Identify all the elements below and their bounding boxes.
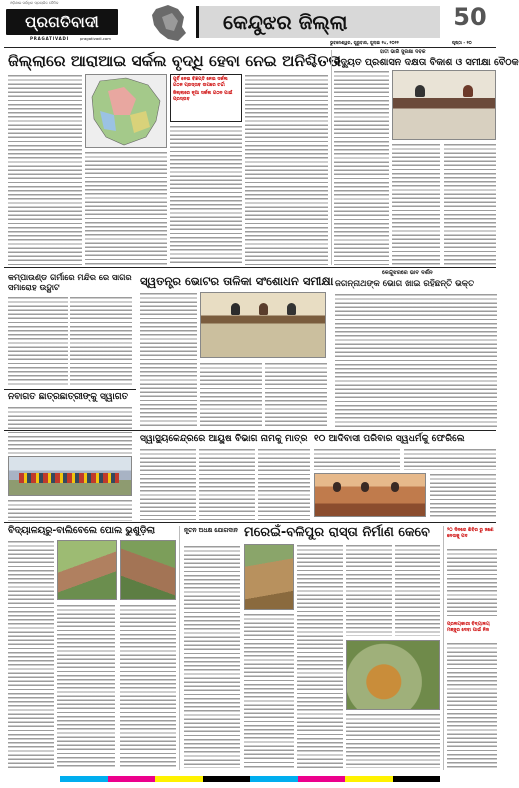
page-number: ପୃଷ୍ଠା - ୧୦: [452, 40, 472, 45]
kendu-headline: ଜଗନ୍ନାଥଙ୍କ ଭୋଗ ଖାଇ ରହିଛନ୍ତି ଭକ୍ତ: [335, 279, 475, 289]
website: pragativadi.com: [80, 36, 111, 41]
masthead-divider: [4, 47, 496, 48]
kendu-kicker: କେନ୍ଦୁଝରରେ ଭାବ ଦର୍ଶନ: [382, 270, 433, 276]
electric-col2: [392, 143, 440, 265]
side-brief-2: ପ୍ରଳୟକାରୀ ବିଦ୍ୟାଳୟ ମଞ୍ଜୁର ଦେବା ପାଇଁ ନିଜ: [447, 622, 490, 633]
lead-col4: [245, 74, 328, 265]
section-divider-4: [4, 522, 496, 523]
side-brief-1-body: [447, 548, 497, 618]
odisha-map-icon: [148, 3, 190, 43]
lead-callout-2: ଜିଲ୍ଲାରେ ନୂଆ ସର୍କଲ ଗଠନ ପାଇଁ ପ୍ରସ୍ତାବ: [173, 91, 233, 102]
col-divider: [331, 50, 332, 265]
section-divider-3: [4, 430, 496, 431]
voter-col3: [265, 362, 327, 428]
road-col3: [244, 613, 294, 768]
lead-col3: [170, 125, 242, 265]
kendu-body: [335, 293, 497, 428]
tribal-headline: ୧୦ ଆଦିବାସୀ ପରିବାର ସ୍ୱଧର୍ମକୁ ଫେରିଲେ: [314, 433, 465, 444]
electric-headline: ବିଦ୍ୟୁତ ପ୍ରଶାସନ ଦକ୍ଷତା ବିକାଶ ଓ ସମୀକ୍ଷା ବୈଠକ: [334, 57, 519, 68]
paper-logo: [6, 9, 118, 35]
electric-col1: [334, 70, 389, 265]
side-brief-2-body: [447, 642, 497, 768]
voter-col1: [140, 292, 197, 428]
lead-callout-1: ପୁର୍ବି ନେଇ ବିଜ୍ଞପ୍ତି ନେଇ ସର୍କଲ ଗଠନ ପ୍ରସ୍ତାବ ଉପରେ ଚର୍ଚ୍ଚା: [173, 77, 228, 88]
school-col2: [57, 604, 115, 768]
tribal-photo: [314, 473, 426, 517]
topline: ଓଡ଼ିଶାର ସର୍ବାଧିକ ପ୍ରଚାରିତ ଦୈନିକ: [10, 1, 59, 5]
coop-headline: କମ୍ପାଉଣ୍ଡ ଗର୍ମାରେ ମନ୍ଦିର ରେ ସାଗର ସମାରୋହ ଉଦ୍ଘାଟ: [8, 272, 132, 292]
logo-subtitle: PRAGATIVADI: [30, 36, 69, 41]
electric-col3: [444, 143, 496, 265]
side-brief-1: ୨୦ ଦିନରେ ଶିବିର ରୁ ଜଣେ ନେତାକୁ ପଦ: [447, 528, 494, 539]
lead-callout-box: [170, 74, 242, 122]
road-col5: [346, 713, 440, 768]
color-registration-bar: [60, 776, 440, 782]
bridge-photo-1: [57, 540, 117, 600]
lead-col2: [85, 151, 167, 265]
edition-banner: [196, 6, 440, 38]
road-photo-2: [346, 640, 440, 710]
road-headline: ମରେଇଁ-ବଳିପୁର ରାସ୍ତା ନିର୍ମାଣ କେବେ: [244, 525, 430, 540]
hostel-body2: [8, 499, 132, 521]
health-col3: [258, 448, 310, 520]
health-col2: [199, 448, 255, 520]
col-divider-3: [443, 526, 444, 770]
new-body: [184, 545, 240, 768]
section-divider-2: [4, 389, 136, 390]
road-col4: [395, 544, 440, 636]
school-col3: [120, 604, 176, 768]
tribal-col1: [314, 448, 400, 470]
voter-headline: ସ୍ୱତନ୍ତ୍ର ଭୋଟର ତାଳିକା ସଂଶୋଧନ ସମୀକ୍ଷା: [140, 274, 334, 288]
lead-col1: [8, 74, 82, 265]
coop-col2: [70, 296, 132, 386]
voter-col2: [200, 362, 262, 428]
electric-kicker: ହାତୀ ଭାରି ସୁରକ୍ଷା ଦବକ: [380, 49, 426, 55]
district-map-image: [85, 74, 167, 148]
voter-meeting-photo: [200, 292, 326, 358]
edition-title: କେନ୍ଦୁଝର ଜିଲ୍ଲା: [223, 10, 348, 34]
logo-text: ପ୍ରଗତିବାଦୀ: [25, 13, 99, 31]
road-col2: [346, 544, 392, 636]
hostel-photo: [8, 456, 132, 496]
hostel-headline: ନବାଗତ ଛାତ୍ରଛାତ୍ରୀଙ୍କୁ ସ୍ୱାଗତ: [8, 392, 129, 402]
health-col1: [140, 448, 196, 520]
anniversary-logo: [446, 3, 494, 35]
new-kicker: ନୂତନ ଅଧକ୍ଷ ଯୋଗଦାନ: [184, 527, 238, 534]
col-divider-2: [179, 526, 180, 770]
school-headline: ବିଦ୍ୟାଳୟରୁ-ବାଲିବେଲେ ପୋଲ ଭୁଶୁଡ଼ିଲା: [8, 525, 156, 536]
masthead: [0, 0, 500, 48]
road-col1: [297, 544, 343, 768]
road-photo-1: [244, 544, 294, 610]
bridge-photo-2: [120, 540, 176, 600]
tribal-col3: [430, 473, 496, 517]
dateline: ଭୁବନେଶ୍ୱର, ଗୁରୁବାର, ଜୁଲାଇ ୧୪, ୨୦୨୨: [330, 40, 399, 45]
school-col1: [8, 540, 54, 768]
tribal-col2: [404, 448, 496, 470]
health-headline: ସ୍ୱାସ୍ଥ୍ୟକେନ୍ଦ୍ରରେ ଆୟୁଷ ବିଭାଗ ନାମକୁ ମାତ୍ର: [140, 433, 308, 444]
anniversary-number: 50: [453, 3, 487, 31]
section-divider-1: [4, 267, 496, 268]
coop-col1: [8, 296, 68, 386]
electric-meeting-photo: [392, 70, 496, 140]
lead-headline: ଜିଲ୍ଲାରେ ଆରାଆଇ ସର୍କଲ ବୃଦ୍ଧି ହେବା ନେଇ ଅନିଶ୍ଚିତତା: [8, 52, 341, 70]
